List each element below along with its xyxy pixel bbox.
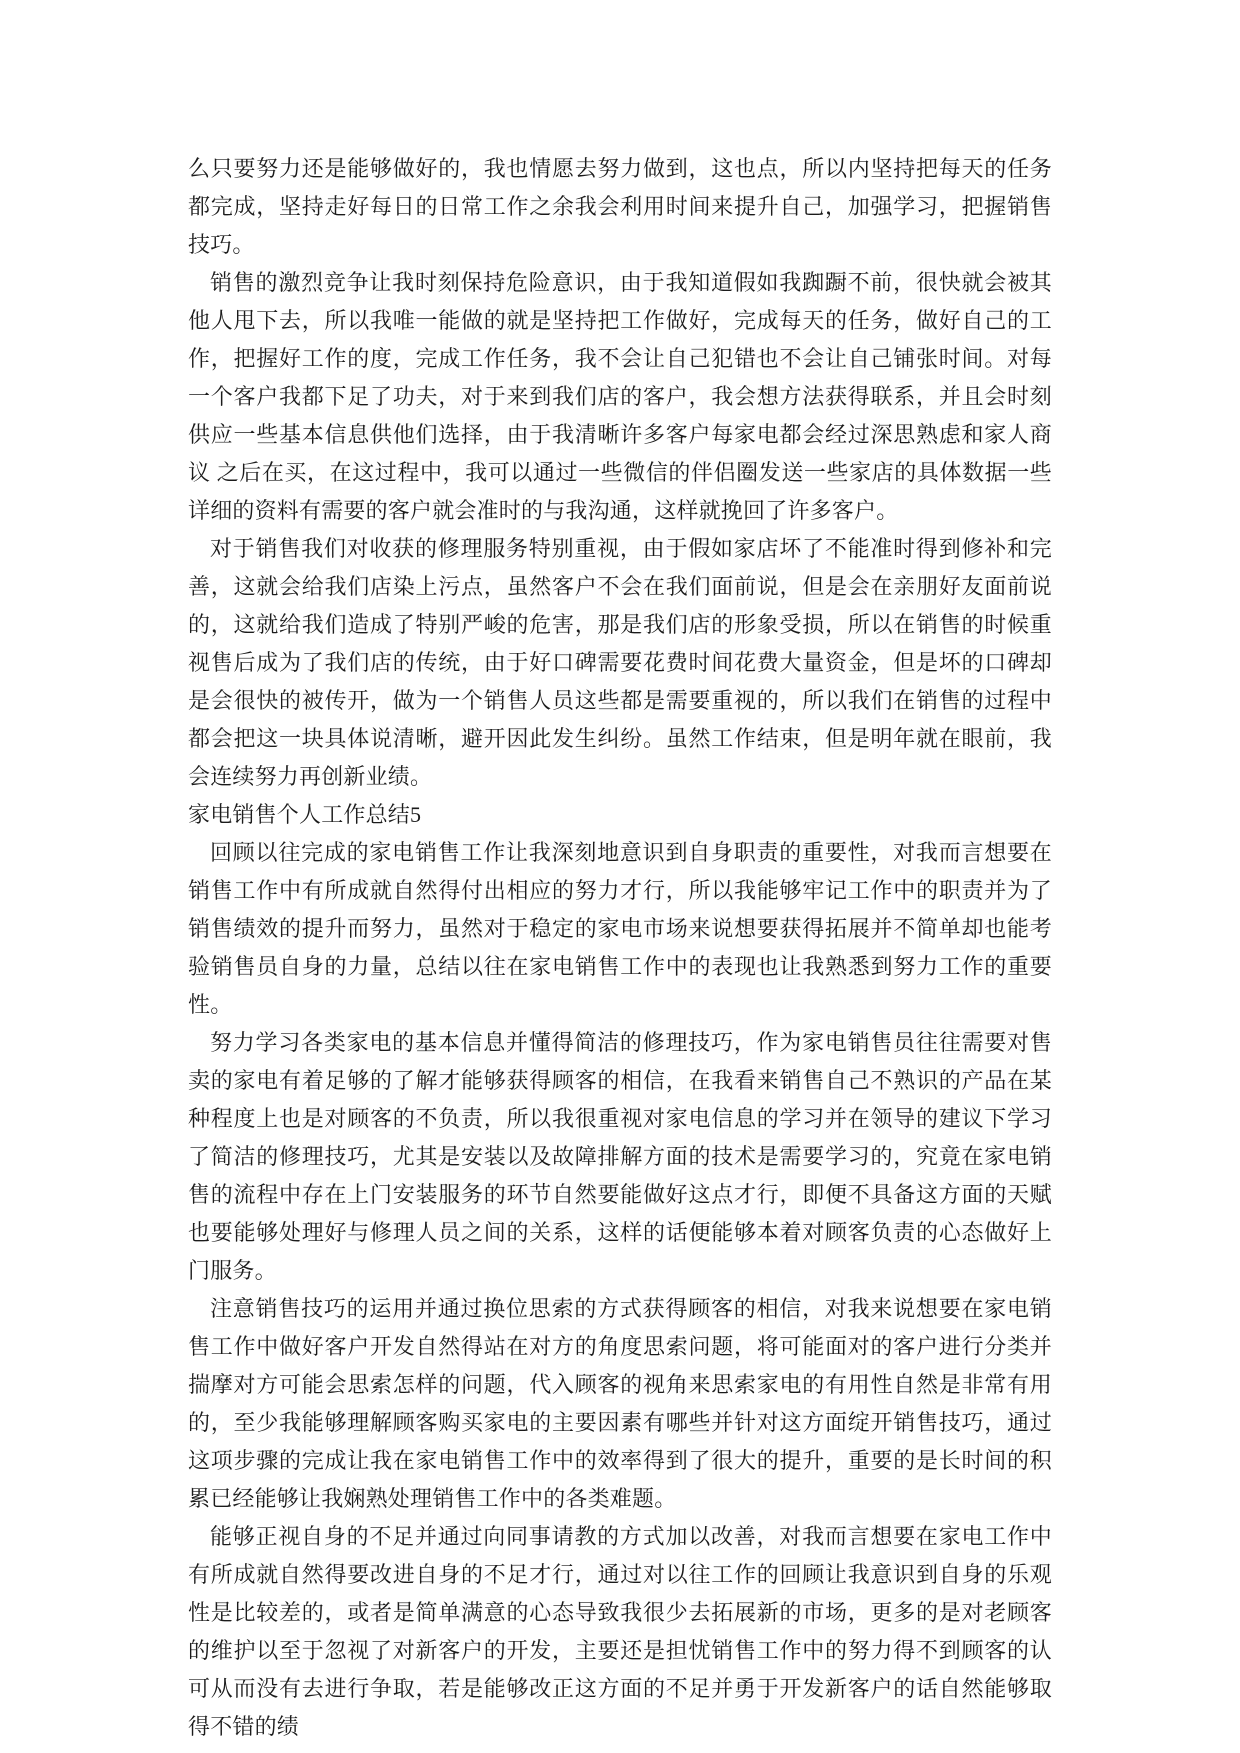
- paragraph: 注意销售技巧的运用并通过换位思索的方式获得顾客的相信，对我来说想要在家电销售工作中做好客户开发自然得站在对方的角度思索问题，将可能面对的客户进行分类并揣摩对方可能会思索怎样的问题，代入顾客的视角来思索家电的有用性自然是非常有用的，至少我能够理解顾客购买家电的主要因素有哪些并针对这方面绽开销售技巧，通过这项步骤的完成让我在家电销售工作中的效率得到了很大的提升，重要的是长时间的积累已经能够让我娴熟处理销售工作中的各类难题。: [188, 1296, 1052, 1511]
- paragraph: 销售的激烈竞争让我时刻保持危险意识，由于我知道假如我踟蹰不前，很快就会被其他人甩下去，所以我唯一能做的就是坚持把工作做好，完成每天的任务，做好自己的工作，把握好工作的度，完成工作任务，我不会让自己犯错也不会让自己铺张时间。对每一个客户我都下足了功夫，对于来到我们店的客户，我会想方法获得联系，并且会时刻供应一些基本信息供他们选择，由于我清晰许多客户每家电都会经过深思熟虑和家人商议 之后在买，在这过程中，我可以通过一些微信的伴侣圈发送一些家店的具体数据一些详细的资料有需要的客户就会准时的与我沟通，这样就挽回了许多客户。: [188, 270, 1052, 523]
- paragraph-continuation: 么只要努力还是能够做好的，我也情愿去努力做到，这也点，所以内坚持把每天的任务都完成，坚持走好每日的日常工作之余我会利用时间来提升自己，加强学习，把握销售技巧。: [188, 156, 1052, 257]
- paragraph: 能够正视自身的不足并通过向同事请教的方式加以改善，对我而言想要在家电工作中有所成就自然得要改进自身的不足才行，通过对以往工作的回顾让我意识到自身的乐观性是比较差的，或者是简单满意的心态导致我很少去拓展新的市场，更多的是对老顾客的维护以至于忽视了对新客户的开发，主要还是担忧销售工作中的努力得不到顾客的认可从而没有去进行争取，若是能够改正这方面的不足并勇于开发新客户的话自然能够取得不错的绩: [188, 1524, 1052, 1739]
- paragraph: 努力学习各类家电的基本信息并懂得简洁的修理技巧，作为家电销售员往往需要对售卖的家电有着足够的了解才能够获得顾客的相信，在我看来销售自己不熟识的产品在某种程度上也是对顾客的不负责，所以我很重视对家电信息的学习并在领导的建议下学习了简洁的修理技巧，尤其是安装以及故障排解方面的技术是需要学习的，究竟在家电销售的流程中存在上门安装服务的环节自然要能做好这点才行，即便不具备这方面的天赋也要能够处理好与修理人员之间的关系，这样的话便能够本着对顾客负责的心态做好上门服务。: [188, 1030, 1052, 1283]
- section-heading: 家电销售个人工作总结5: [188, 802, 422, 827]
- paragraph: 对于销售我们对收获的修理服务特别重视，由于假如家店坏了不能准时得到修补和完善，这就会给我们店染上污点，虽然客户不会在我们面前说，但是会在亲朋好友面前说的，这就给我们造成了特别严峻的危害，那是我们店的形象受损，所以在销售的时候重视售后成为了我们店的传统，由于好口碑需要花费时间花费大量资金，但是坏的口碑却是会很快的被传开，做为一个销售人员这些都是需要重视的，所以我们在销售的过程中都会把这一块具体说清晰，避开因此发生纠纷。虽然工作结束，但是明年就在眼前，我会连续努力再创新业绩。: [188, 536, 1052, 789]
- paragraph: 回顾以往完成的家电销售工作让我深刻地意识到自身职责的重要性，对我而言想要在销售工作中有所成就自然得付出相应的努力才行，所以我能够牢记工作中的职责并为了销售绩效的提升而努力，虽然对于稳定的家电市场来说想要获得拓展并不简单却也能考验销售员自身的力量，总结以往在家电销售工作中的表现也让我熟悉到努力工作的重要性。: [188, 840, 1052, 1017]
